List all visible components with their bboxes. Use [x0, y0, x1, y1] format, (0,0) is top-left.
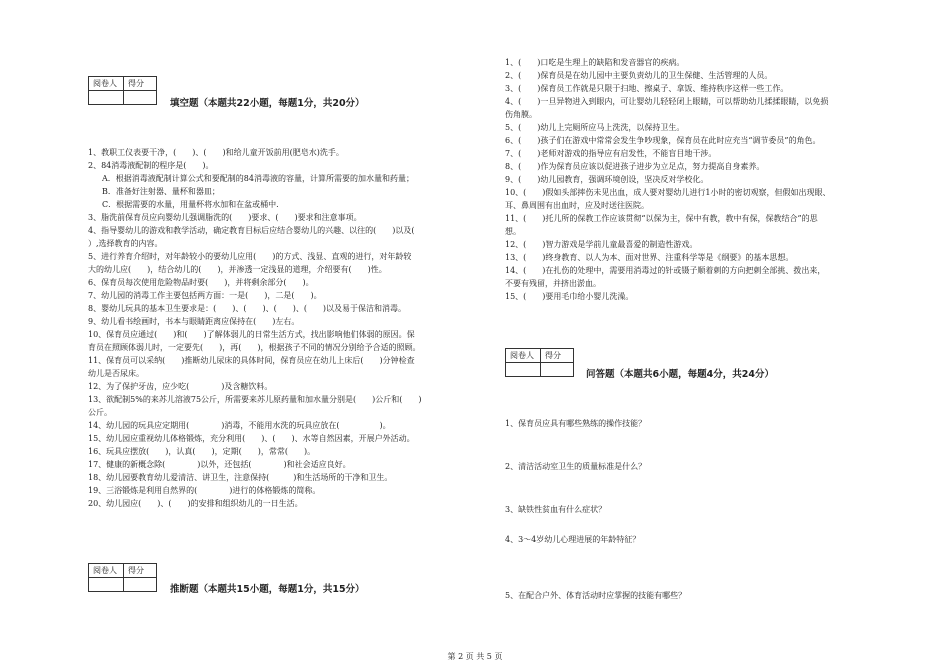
fill-line: B．准备好注射器、量杯和器皿； [102, 187, 220, 196]
judge-line: 3、( )保育员工作就是只限于扫地、擦桌子、拿饭、维持秩序这样一些工作。 [505, 84, 789, 93]
fill-line: 14、幼儿园的玩具应定期用( )消毒，不能用水洗的玩具应放在( )。 [88, 421, 391, 430]
judge-line: 5、( )幼儿上完厕所应马上洗洗，以保持卫生。 [505, 123, 685, 132]
fill-line: 1、教职工仪表要干净，( )、( )和给儿童开饭前用(肥皂水)洗手。 [88, 148, 344, 157]
score-blank [124, 578, 156, 591]
judge-line: 想。 [505, 227, 521, 236]
page-footer: 第 2 页 共 5 页 [447, 652, 503, 661]
score-box-judge [88, 563, 157, 592]
reviewer-blank [506, 363, 541, 376]
fill-line: 12、为了保护牙齿，应少吃( )及含糖饮料。 [88, 382, 273, 391]
section-title-fill: 填空题（本题共22小题，每题1分，共20分） [170, 98, 365, 109]
score-label: 得分 [545, 351, 561, 360]
judge-line: 11、( )托儿所的保教工作应该贯彻“以保为主，保中有教，教中有保，保教结合”的思 [505, 214, 818, 223]
fill-line: 15、幼儿园应重视幼儿体格锻炼，充分利用( )、( )、水等自然因素，开展户外活动。 [88, 434, 415, 443]
fill-line: 9、幼儿看书绘画时，书本与眼睛距离应保持在( )左右。 [88, 317, 300, 326]
score-box-fill [88, 76, 157, 105]
fill-line: 5、进行养育介绍时，对年龄较小的要幼儿应用( )的方式、浅显、直观的进行，对年龄较 [88, 252, 412, 261]
judge-line: 4、( )一旦异物进入到眼内，可让婴幼儿轻轻闭上眼睛，可以帮助幼儿揉揉眼睛，以免损 [505, 97, 829, 106]
fill-line: 20、幼儿园应( )、( )的安排和组织幼儿的一日生活。 [88, 499, 303, 508]
section-title-qa: 问答题（本题共6小题，每题4分，共24分） [586, 369, 774, 380]
fill-line: 13、欲配制5%的来苏儿溶液75公斤，所需要来苏儿原药量和加水量分别是( )公斤和( ) [88, 395, 422, 404]
fill-line: 11、保育员可以采纳( )推断幼儿尿床的具体时间，保育员应在幼儿上床后( )分钟检查 [88, 356, 415, 365]
qa-question: 5、在配合户外、体育活动时应掌握的技能有哪些？ [505, 591, 687, 600]
fill-line: A．根据消毒液配制计算公式和要配制的84消毒液的容量，计算所需要的加水量和药量； [102, 174, 414, 183]
judge-line: 8、( )作为保育员应该以促进孩子进步为立足点，努力提高自身素养。 [505, 162, 765, 171]
score-blank [124, 91, 156, 104]
judge-line: 15、( )要用毛巾给小婴儿洗澡。 [505, 292, 634, 301]
judge-questions [505, 56, 903, 303]
score-box-qa [505, 348, 574, 377]
section-title-judge: 推断题（本题共15小题，每题1分，共15分） [170, 584, 365, 595]
reviewer-blank [89, 578, 124, 591]
judge-line: 2、( )保育员是在幼儿园中主要负责幼儿的卫生保健、生活管理的人员。 [505, 71, 773, 80]
fill-line: 公斤。 [88, 408, 112, 417]
reviewer-label: 阅卷人 [506, 349, 541, 362]
reviewer-label: 阅卷人 [89, 564, 124, 577]
judge-line: 7、( )老师对游戏的指导应有启发性，不能盲目地干涉。 [505, 149, 717, 158]
judge-line: 1、( )口吃是生理上的缺陷和发音器官的疾病。 [505, 58, 685, 67]
score-label: 得分 [128, 79, 144, 88]
fill-line: 育员在照顾体弱儿时，一定要先( )，再( )，根据孩子不同的情况分别给予合适的照顾。 [88, 343, 421, 352]
qa-question: 1、保育员应具有哪些熟练的操作技能？ [505, 419, 647, 428]
fill-line: C．根据需要的水量，用量杯将水加和在盆或桶中. [102, 200, 279, 209]
qa-question: 2、清洁活动室卫生的质量标准是什么？ [505, 462, 647, 471]
score-label: 得分 [128, 566, 144, 575]
fill-line: 10、保育员应通过( )和( )了解体弱儿的日常生活方式，找出影响他们体弱的原因。保 [88, 330, 415, 339]
score-blank [541, 363, 573, 376]
fill-line: 18、幼儿园要教育幼儿爱清洁、讲卫生，注意保持( )和生活场所的干净和卫生。 [88, 473, 393, 482]
judge-line: 14、( )在扎伤的处理中，需要用消毒过的针或镊子顺着刺的方向把刺全部挑、拨出来， [505, 266, 826, 275]
judge-line: 10、( )假如头部摔伤未见出血，成人要对婴幼儿进行1小时的密切观察，但假如出现眼、 [505, 188, 831, 197]
fill-line: 17、健康的新概念除( )以外，还包括( )和社会适应良好。 [88, 460, 351, 469]
judge-line: 耳、鼻周围有出血时，应及时送往医院。 [505, 201, 649, 210]
fill-line: 19、三浴锻炼是利用自然界的( )进行的体格锻炼的简称。 [88, 486, 321, 495]
qa-question: 4、3～4岁幼儿心理进展的年龄特征？ [505, 535, 641, 544]
judge-line: 12、( )智力游戏是学前儿童最喜爱的制造性游戏。 [505, 240, 698, 249]
fill-line: 幼儿是否尿床。 [88, 369, 144, 378]
reviewer-label: 阅卷人 [89, 77, 124, 90]
judge-line: 9、( )幼儿园教育，强调环境创设，坚决反对学校化。 [505, 175, 709, 184]
judge-line: 伤角膜。 [505, 110, 537, 119]
judge-line: 13、( )终身教育、以人为本、面对世界、注重科学等是《纲要》的基本思想。 [505, 253, 794, 262]
fill-line: 3、脂洗前保育员应向婴幼儿强调脂洗的( )要求、( )要求和注意事项。 [88, 213, 362, 222]
reviewer-blank [89, 91, 124, 104]
fill-line: 16、玩具应摆放( )，认真( )，定期( )，常常( )。 [88, 447, 316, 456]
fill-line: 8、婴幼儿玩具的基本卫生要求是：( )、( )、( )、( )以及易于保洁和消毒。 [88, 304, 407, 313]
judge-line: 6、( )孩子们在游戏中常常会发生争吵现象，保育员在此时应充当“调节委员”的角色。 [505, 136, 821, 145]
fill-questions [88, 146, 488, 510]
fill-line: 7、幼儿园的消毒工作主要包括两方面：一是( )，二是( )。 [88, 291, 322, 300]
fill-line: 6、保育员每次使用危险物品时要( )，并将剩余部分( )。 [88, 278, 314, 287]
fill-line: 2、84消毒液配制的程序是( )。 [88, 161, 214, 170]
fill-line: 大的幼儿应( )，结合幼儿的( )，并渗透一定浅显的道理，介绍要有( )性。 [88, 265, 387, 274]
judge-line: 不要有残留，并挤出淤血。 [505, 279, 601, 288]
qa-question: 3、缺铁性贫血有什么症状？ [505, 505, 607, 514]
fill-line: 4、指导婴幼儿的游戏和教学活动，确定教育目标后应结合婴幼儿的兴趣、以往的( )以及( [88, 226, 415, 235]
fill-line: ）,选择教育的内容。 [88, 239, 163, 248]
